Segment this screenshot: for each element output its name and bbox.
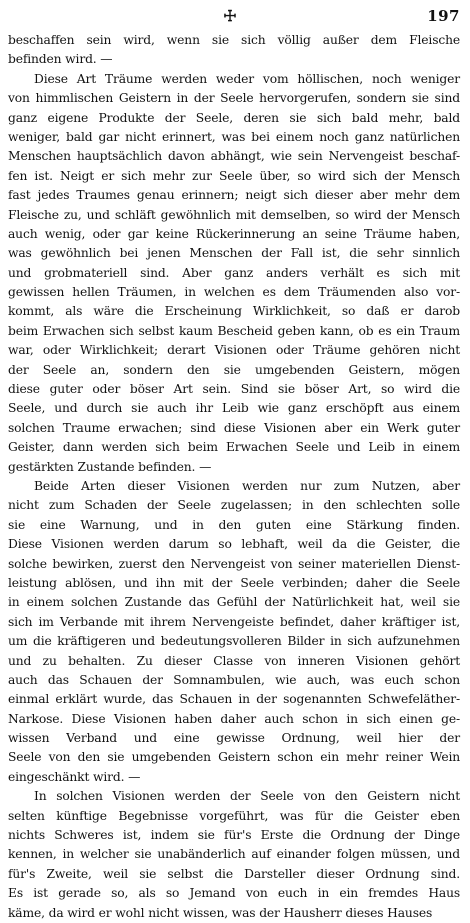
text-line: fen ist. Neigt er sich mehr zur Seele über, so wird sich der Mensch <box>8 168 460 183</box>
page-text <box>8 31 460 920</box>
text-line: ganz eigene Produkte der Seele, deren sie sich bald mehr, bald <box>8 110 460 125</box>
text-line: solche bewirken, zuerst den Nervengeist von seiner materiellen Dienst- <box>8 556 460 571</box>
text-line: Narkose. Diese Visionen haben daher auch schon in sich einen ge- <box>8 711 460 726</box>
text-line: selten künftige Begebnisse vorgeführt, was für die Geister eben <box>8 808 460 823</box>
cross-ornament-icon: ☩ <box>223 7 237 25</box>
text-line: beim Erwachen sich selbst kaum Bescheid geben kann, ob es ein Traum <box>8 323 460 338</box>
text-line: sich im Verbande mit ihrem Nervengeiste befindet, daher kräftiger ist, <box>8 614 460 629</box>
text-line: nichts Schweres ist, indem sie für's Erste die Ordnung der Dinge <box>8 828 460 843</box>
text-line: auch wenig, oder gar keine Rückerinnerung an seine Träume haben, <box>8 226 460 241</box>
text-line: weniger, bald gar nicht erinnert, was bei einem noch ganz natürlichen <box>8 129 460 144</box>
text-line: diese guter oder böser Art sein. Sind sie böser Art, so wird die <box>8 382 460 397</box>
text-line: kennen, in welcher sie unabänderlich auf einander folgen müssen, und <box>8 847 460 862</box>
text-line: Seele, und durch sie auch ihr Leib wie ganz erschöpft aus einem <box>8 401 460 416</box>
text-line: von himmlischen Geistern in der Seele hervorgerufen, sondern sie sind <box>8 91 460 106</box>
text-line: sie eine Warnung, und in den guten eine Stärkung finden. <box>8 517 460 532</box>
text-line: Geister, dann werden sich beim Erwachen Seele und Leib in einem <box>8 440 460 455</box>
page-number: 197 <box>427 7 460 25</box>
text-line: Es ist gerade so, als so Jemand von euch in ein fremdes Haus <box>8 886 460 901</box>
text-line: gestärkten Zustande befinden. — <box>8 459 212 474</box>
text-line: befinden wird. — <box>8 52 113 67</box>
text-line: für's Zweite, weil sie selbst die Darsteller dieser Ordnung sind. <box>8 866 460 881</box>
text-line: wissen Verband und eine gewisse Ordnung, weil hier der <box>8 731 460 746</box>
text-line: einmal erklärt wurde, das Schauen in der sogenannten Schwefeläther- <box>8 692 460 707</box>
text-line: auch das Schauen der Somnambulen, wie auch, was euch schon <box>8 672 460 687</box>
text-line: nicht zum Schaden der Seele zugelassen; in den schlechten solle <box>8 498 460 513</box>
text-line: in einem solchen Zustande das Gefühl der Natürlichkeit hat, weil sie <box>8 595 460 610</box>
text-line: Diese Visionen werden darum so lebhaft, weil da die Geister, die <box>8 537 460 552</box>
text-line: Seele von den sie umgebenden Geistern schon ein mehr reiner Wein <box>8 750 460 765</box>
text-line: solchen Traume erwachen; sind diese Visionen aber ein Werk guter <box>8 420 460 435</box>
text-line: käme, da wird er wohl nicht wissen, was der Hausherr dieses Hauses <box>8 905 433 920</box>
text-line: beschaffen sein wird, wenn sie sich völlig außer dem Fleische <box>8 33 460 47</box>
text-line: kommt, als wäre die Erscheinung Wirklichkeit, so daß er darob <box>8 304 460 319</box>
text-line: fast jedes Traumes genau erinnern; neigt sich dieser aber mehr dem <box>8 188 460 203</box>
text-line: Diese Art Träume werden weder vom höllischen, noch weniger <box>34 71 460 86</box>
text-line: Fleische zu, und schläft gewöhnlich mit demselben, so wird der Mensch <box>8 207 460 222</box>
paragraph <box>8 787 460 923</box>
text-line: was gewöhnlich bei jenen Menschen der Fall ist, die sehr sinnlich <box>8 246 460 261</box>
text-line: und zu behalten. Zu dieser Classe von inneren Visionen gehört <box>8 653 460 668</box>
text-line: Menschen hauptsächlich davon abhängt, wie sein Nervengeist beschaf- <box>8 149 460 164</box>
text-line: der Seele an, sondern den sie umgebenden Geistern, mögen <box>8 362 460 377</box>
text-line: Beide Arten dieser Visionen werden nur zum Nutzen, aber <box>34 478 460 493</box>
text-line: gewissen hellen Träumen, in welchen es dem Träumenden also vor- <box>8 285 460 300</box>
paragraph <box>8 31 460 70</box>
text-line: eingeschänkt wird. — <box>8 769 141 784</box>
text-line: In solchen Visionen werden der Seele von den Geistern nicht <box>34 789 460 804</box>
page-header <box>0 4 470 26</box>
text-line: und grobmateriell sind. Aber ganz anders verhält es sich mit <box>8 265 460 280</box>
text-line: war, oder Wirklichkeit; derart Visionen oder Träume gehören nicht <box>8 343 460 358</box>
paragraph <box>8 477 460 787</box>
text-line: leistung ablösen, und ihn mit der Seele verbinden; daher die Seele <box>8 575 460 590</box>
text-line: um die kräftigeren und bedeutungsvolleren Bilder in sich aufzunehmen <box>8 634 460 649</box>
paragraph <box>8 70 460 477</box>
